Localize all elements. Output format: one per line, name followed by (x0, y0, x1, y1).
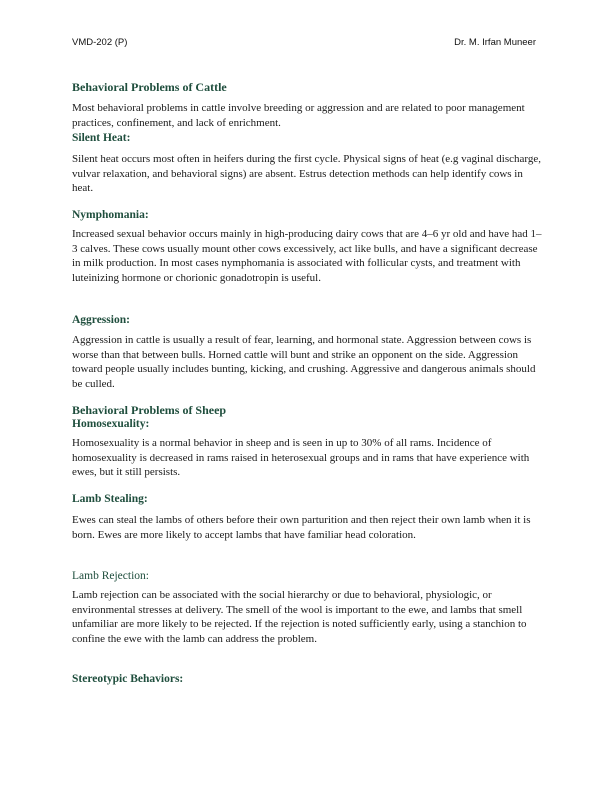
aggression-heading: Aggression: (72, 314, 130, 326)
nymphomania-paragraph: Increased sexual behavior occurs mainly in high-producing dairy cows that are 4–6 yr old and have had 1–3 calves. These cows usually mount other cows excessively, act like bulls, and have a significant decrease in milk production. In most cases nymphomania is associated with follicular cysts, and treatment with luteinizing hormone or chorionic gonadotropin is useful. (72, 228, 542, 284)
cattle-section-title: Behavioral Problems of Cattle (72, 80, 227, 94)
header-course-code: VMD-202 (P) (72, 37, 128, 48)
aggression-paragraph: Aggression in cattle is usually a result of fear, learning, and hormonal state. Aggression between cows is worse than that between bulls. Horned cattle will bunt and strike an opponent on the side. Aggression toward people usually includes bunting, kicking, and crushing. Aggressive and dangerous animals should be culled. (72, 334, 536, 390)
cattle-intro-paragraph: Most behavioral problems in cattle involve breeding or aggression and are related to poor management practices, confinement, and lack of enrichment. (72, 102, 525, 129)
nymphomania-heading: Nymphomania: (72, 209, 149, 221)
stereotypic-behaviors-heading: Stereotypic Behaviors: (72, 673, 184, 685)
lamb-rejection-heading: Lamb Rejection: (72, 570, 149, 582)
homosexuality-paragraph: Homosexuality is a normal behavior in sheep and is seen in up to 30% of all rams. Incidence of homosexuality is decreased in rams raised in heterosexual groups and in rams that have experience with ewes, but it still persists. (72, 437, 530, 479)
lamb-stealing-paragraph: Ewes can steal the lambs of others before their own parturition and then reject their own lamb when it is born. Ewes are more likely to accept lambs that have familiar head coloration. (72, 514, 531, 541)
sheep-section-title: Behavioral Problems of Sheep (72, 403, 227, 417)
silent-heat-heading: Silent Heat: (72, 132, 131, 144)
homosexuality-heading: Homosexuality: (72, 418, 150, 430)
header-author: Dr. M. Irfan Muneer (454, 37, 536, 48)
lamb-rejection-paragraph: Lamb rejection can be associated with the social hierarchy or due to behavioral, physiologic, or environmental stresses at delivery. The smell of the wool is important to the ewe, and lambs that smell unfamiliar are more likely to be rejected. If the rejection is noted sufficiently early, using a stanchion to confine the ewe with the lamb can address the problem. (72, 589, 527, 645)
lamb-stealing-heading: Lamb Stealing: (72, 493, 148, 505)
silent-heat-paragraph: Silent heat occurs most often in heifers during the first cycle. Physical signs of heat (e.g vaginal discharge, vulvar relaxation, and behavioral signs) are absent. Estrus detection methods can help identify cows in heat. (72, 153, 542, 195)
